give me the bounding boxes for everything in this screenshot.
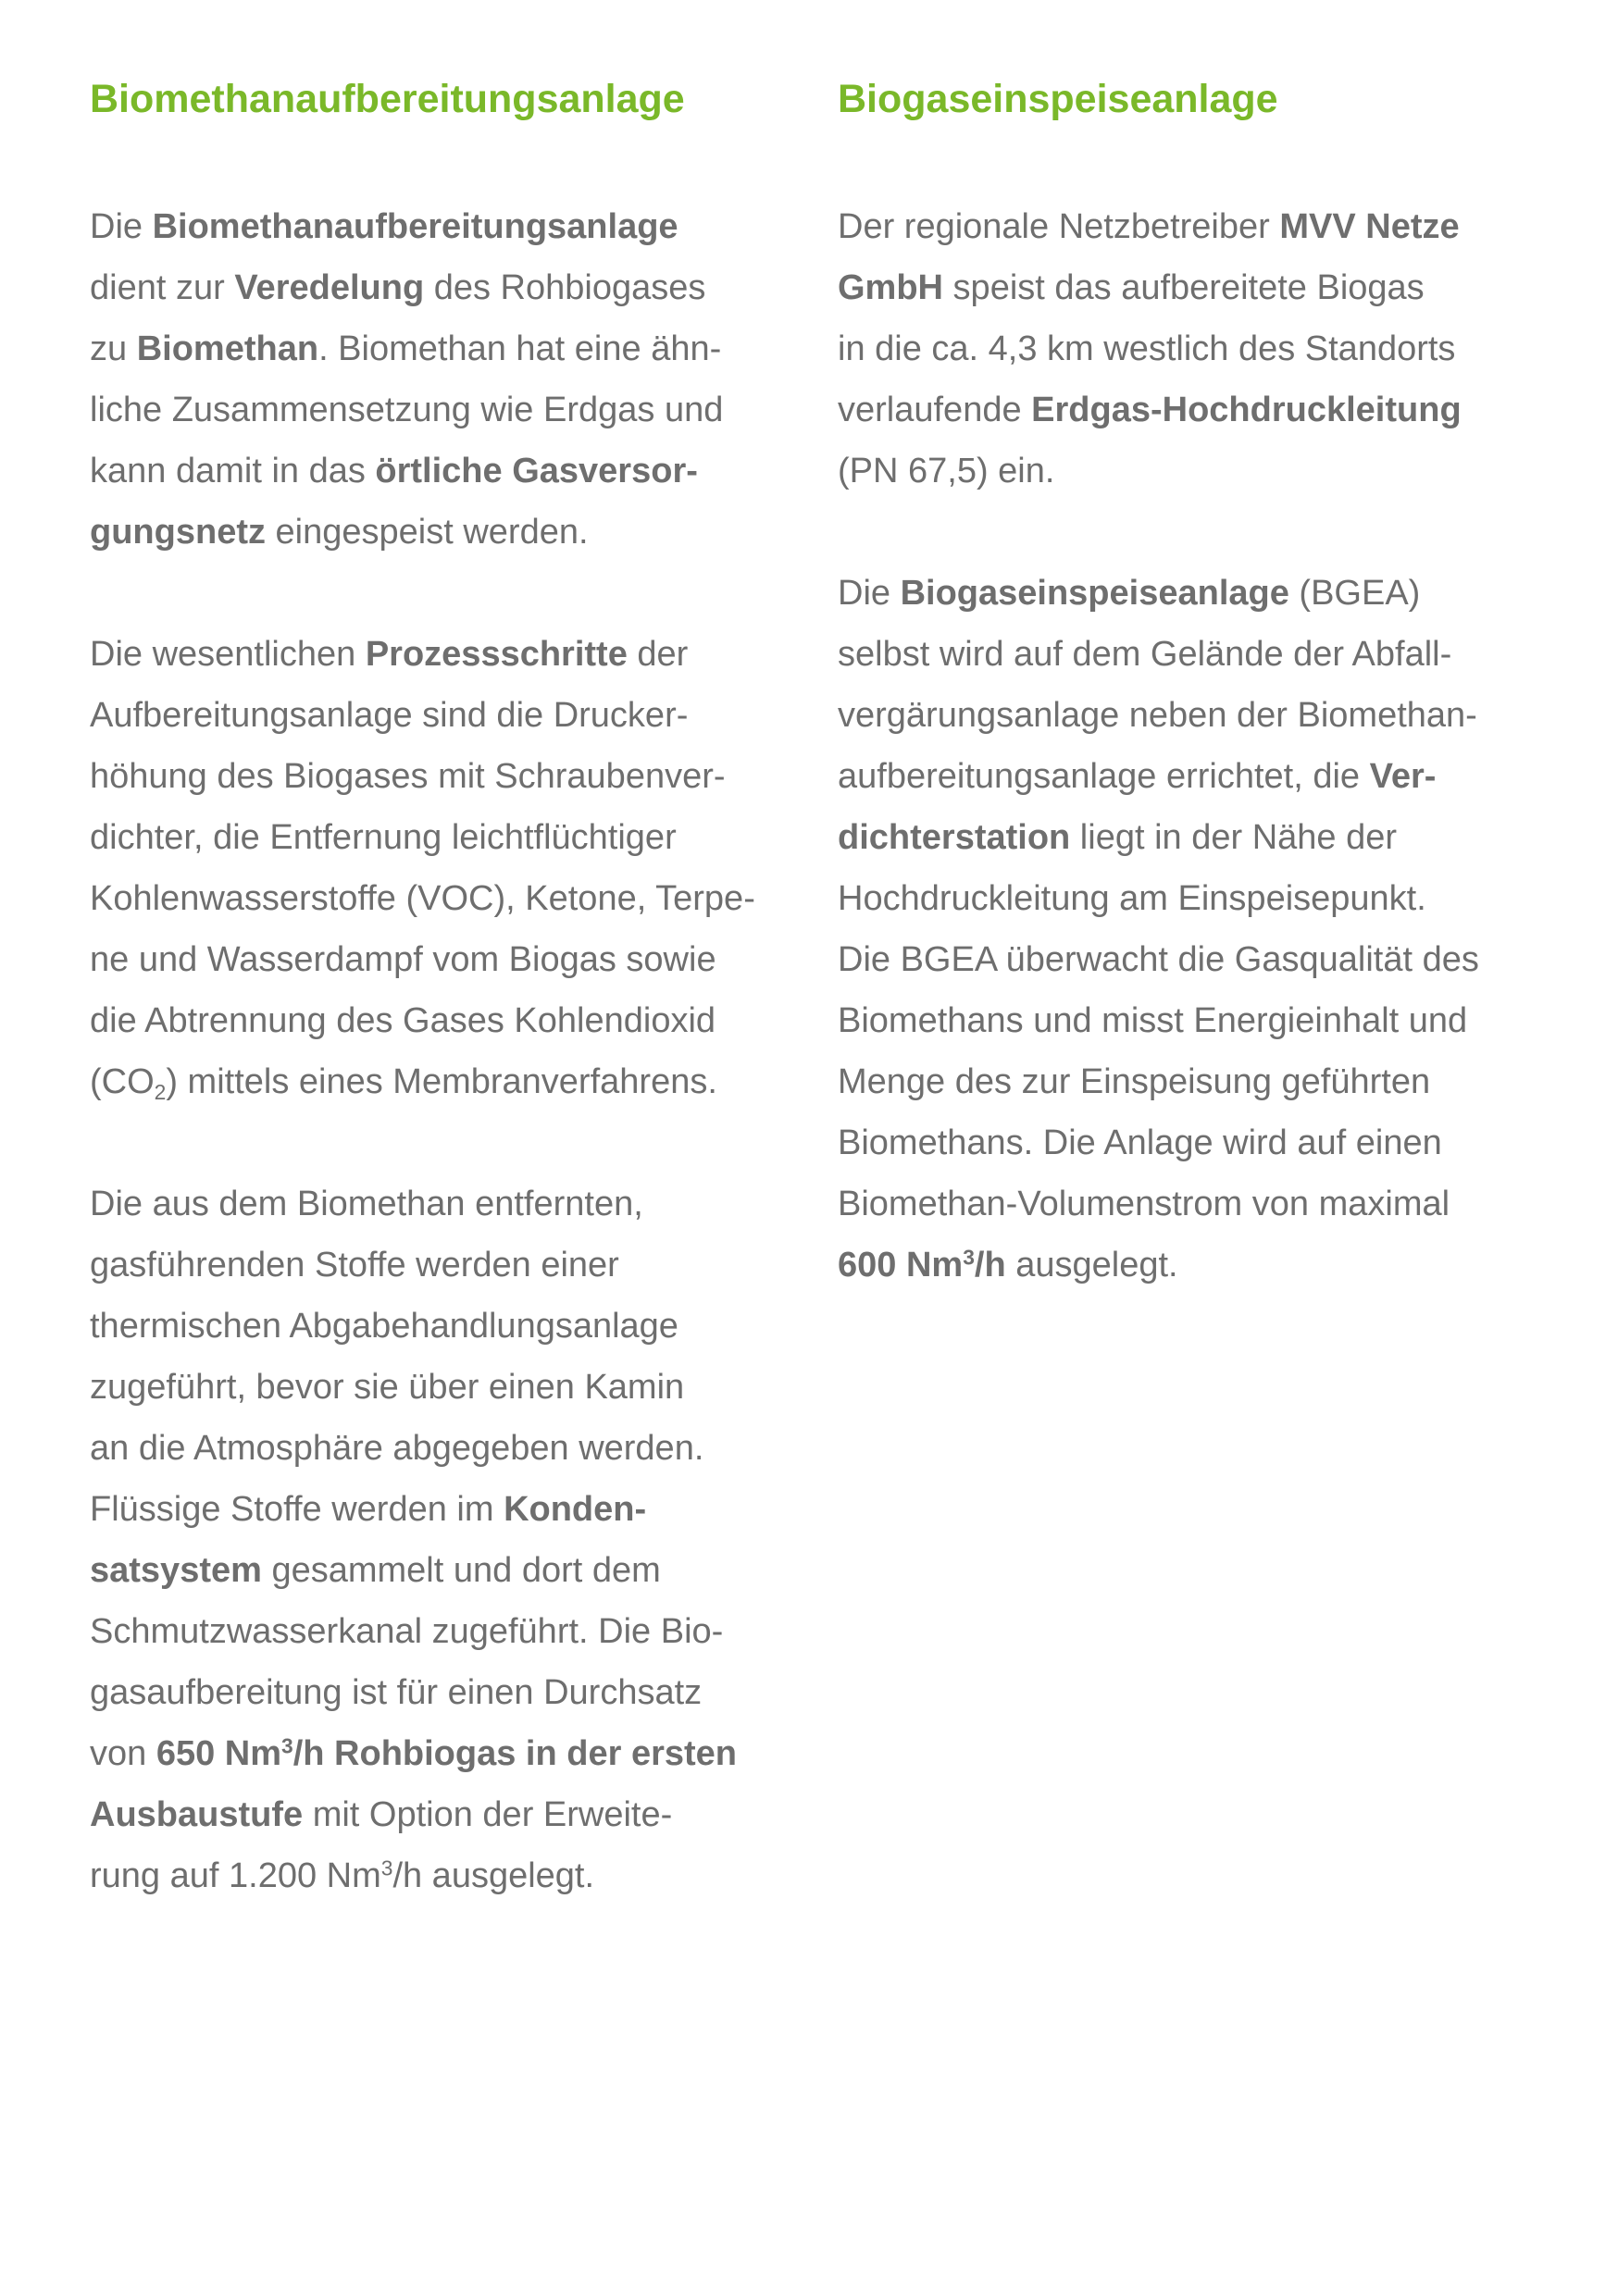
text-line: liche Zusammensetzung wie Erdgas und <box>90 390 724 429</box>
text-line: Schmutzwasserkanal zugeführt. Die Bio- <box>90 1611 724 1651</box>
text-line: dichter, die Entfernung leichtflüchtiger <box>90 817 677 857</box>
text-line: 600 Nm$^3$/h ausgelegt. <box>838 1245 1178 1285</box>
text-line: an die Atmosphäre abgegeben werden. <box>90 1428 704 1468</box>
text-line: aufbereitungsanlage errichtet, die Ver- <box>838 756 1437 796</box>
left-column <box>90 76 793 1906</box>
text-line: thermischen Abgabehandlungsanlage <box>90 1306 678 1346</box>
text-line: gungsnetz eingespeist werden. <box>90 512 589 552</box>
text-line: zugeführt, bevor sie über einen Kamin <box>90 1367 685 1407</box>
right-column <box>838 76 1541 1296</box>
text-line: (PN 67,5) ein. <box>838 451 1055 490</box>
heading-biomethanaufbereitungsanlage: Biomethanaufbereitungsanlage <box>90 77 685 121</box>
text-line: Biomethans. Die Anlage wird auf einen <box>838 1123 1442 1162</box>
text-line: Hochdruckleitung am Einspeisepunkt. <box>838 878 1426 918</box>
text-line: Menge des zur Einspeisung geführten <box>838 1061 1431 1101</box>
text-line: ne und Wasserdampf vom Biogas sowie <box>90 939 716 979</box>
text-line: dichterstation liegt in der Nähe der <box>838 817 1398 857</box>
text-line: satsystem gesammelt und dort dem <box>90 1550 661 1590</box>
right-paragraph-1 <box>838 196 1541 502</box>
text-line: kann damit in das örtliche Gasversor- <box>90 451 698 490</box>
text-line: höhung des Biogases mit Schraubenver- <box>90 756 726 796</box>
text-line: Flüssige Stoffe werden im Konden- <box>90 1489 647 1529</box>
text-line: Die aus dem Biomethan entfernten, <box>90 1184 643 1223</box>
text-line: von 650 Nm$^3$/h Rohbiogas in der ersten <box>90 1733 738 1773</box>
left-paragraph-2 <box>90 624 793 1112</box>
text-line: selbst wird auf dem Gelände der Abfall- <box>838 634 1452 674</box>
text-line: Die wesentlichen Prozessschritte der <box>90 634 689 674</box>
text-line: GmbH speist das aufbereitete Biogas <box>838 267 1425 307</box>
text-line: Die Biogaseinspeiseanlage (BGEA) <box>838 573 1421 613</box>
text-line: $(CO_2)$ mittels eines Membranverfahrens. <box>90 1061 717 1104</box>
text-line: die Abtrennung des Gases Kohlendioxid <box>90 1000 716 1040</box>
left-paragraph-1 <box>90 196 793 563</box>
text-line: verlaufende Erdgas-Hochdruckleitung <box>838 390 1462 429</box>
text-line: Aufbereitungsanlage sind die Drucker- <box>90 695 689 735</box>
text-line: zu Biomethan. Biomethan hat eine ähn- <box>90 329 722 368</box>
text-line: Der regionale Netzbetreiber MVV Netze <box>838 206 1460 246</box>
text-line: dient zur Veredelung des Rohbiogases <box>90 267 706 307</box>
right-paragraph-2 <box>838 563 1541 1296</box>
text-line: in die ca. 4,3 km westlich des Standorts <box>838 329 1456 368</box>
text-line: rung auf 1.200 Nm$^3$/h ausgelegt. <box>90 1855 595 1895</box>
text-line: gasführenden Stoffe werden einer <box>90 1245 619 1285</box>
text-line: Biomethan-Volumenstrom von maximal <box>838 1184 1450 1223</box>
text-line: Kohlenwasserstoffe (VOC), Ketone, Terpe- <box>90 878 755 918</box>
text-line: vergärungsanlage neben der Biomethan- <box>838 695 1477 735</box>
text-line: Biomethans und misst Energieinhalt und <box>838 1000 1468 1040</box>
text-line: Die BGEA überwacht die Gasqualität des <box>838 939 1479 979</box>
text-line: Ausbaustufe mit Option der Erweite- <box>90 1794 673 1834</box>
heading-biogaseinspeiseanlage: Biogaseinspeiseanlage <box>838 77 1278 121</box>
left-paragraph-3 <box>90 1173 793 1906</box>
text-line: gasaufbereitung ist für einen Durchsatz <box>90 1672 703 1712</box>
text-line: Die Biomethanaufbereitungsanlage <box>90 206 678 246</box>
